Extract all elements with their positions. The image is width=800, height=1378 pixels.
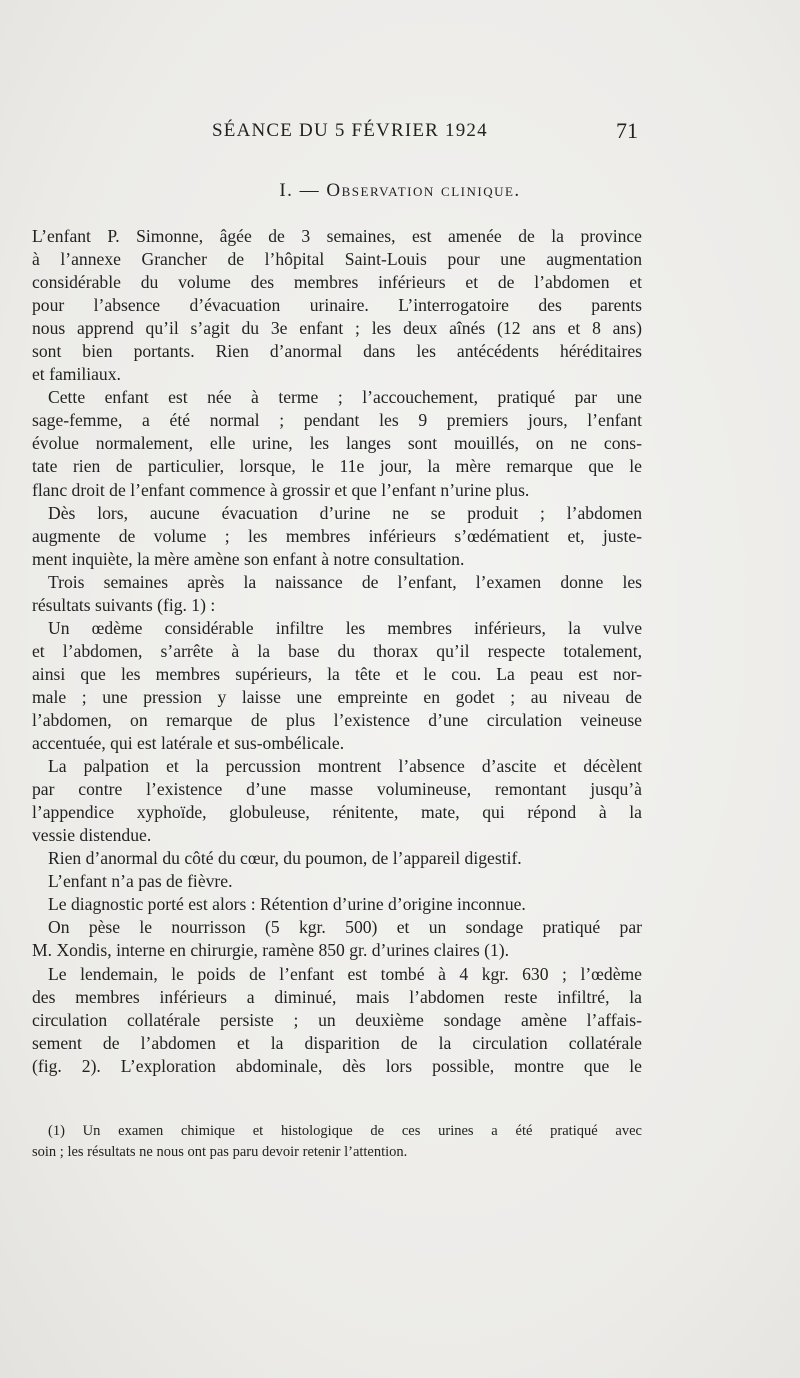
text-line: Cette enfant est née à terme ; l’accouchement, pratiqué par une — [48, 387, 642, 408]
text-line: sement de l’abdomen et la disparition de la circulation collatérale — [32, 1032, 642, 1053]
text-line: Le lendemain, le poids de l’enfant est tombé à 4 kgr. 630 ; l’œdème — [48, 963, 642, 984]
text-line: (fig. 2). L’exploration abdominale, dès lors possible, montre que le — [32, 1055, 642, 1076]
text-line: flanc droit de l’enfant commence à grossir et que l’enfant n’urine plus. — [32, 479, 530, 500]
text-line: On pèse le nourrisson (5 kgr. 500) et un sondage pratiqué par — [48, 917, 642, 938]
text-line: Le diagnostic porté est alors : Rétention d’urine d’origine inconnue. — [48, 894, 526, 915]
text-line: augmente de volume ; les membres inférieurs s’œdématient et, juste- — [32, 525, 642, 546]
text-line: M. Xondis, interne en chirurgie, ramène 850 gr. d’urines claires (1). — [32, 940, 510, 961]
body-text — [32, 225, 642, 1078]
text-line: évolue normalement, elle urine, les langes sont mouillés, on ne cons- — [32, 433, 642, 454]
footnote — [32, 1121, 642, 1163]
text-line: ainsi que les membres supérieurs, la tête et le cou. La peau est nor- — [32, 663, 642, 684]
text-line: l’appendice xyphoïde, globuleuse, rénitente, mate, qui répond à la — [32, 802, 642, 823]
text-line: sage-femme, a été normal ; pendant les 9 premiers jours, l’enfant — [32, 410, 642, 431]
footnote-line: soin ; les résultats ne nous ont pas paru devoir retenir l’attention. — [32, 1144, 408, 1160]
text-line: circulation collatérale persiste ; un deuxième sondage amène l’affais- — [32, 1009, 642, 1030]
text-line: Un œdème considérable infiltre les membres inférieurs, la vulve — [48, 617, 642, 638]
text-line: L’enfant n’a pas de fièvre. — [48, 871, 233, 892]
text-line: l’abdomen, on remarque de plus l’existence d’une circulation veineuse — [32, 709, 642, 730]
text-line: considérable du volume des membres inférieurs et de l’abdomen et — [32, 272, 642, 293]
running-head: SÉANCE DU 5 FÉVRIER 1924 — [212, 120, 488, 141]
text-line: accentuée, qui est latérale et sus-ombélicale. — [32, 733, 345, 754]
text-line: et familiaux. — [32, 364, 121, 385]
text-line: L’enfant P. Simonne, âgée de 3 semaines, est amenée de la province — [32, 226, 642, 246]
page-header — [0, 118, 800, 148]
text-line: tate rien de particulier, lorsque, le 11e jour, la mère remarque que le — [32, 456, 642, 477]
text-line: ment inquiète, la mère amène son enfant à notre consultation. — [32, 548, 465, 569]
text-line: pour l’absence d’évacuation urinaire. L’interrogatoire des parents — [32, 295, 642, 316]
text-line: des membres inférieurs a diminué, mais l’abdomen reste infiltré, la — [32, 986, 642, 1007]
text-line: résultats suivants (fig. 1) : — [32, 594, 216, 615]
page-number: 71 — [616, 118, 638, 143]
text-line: et l’abdomen, s’arrête à la base du thorax qu’il respecte totalement, — [32, 640, 642, 661]
text-line: Rien d’anormal du côté du cœur, du poumon, de l’appareil digestif. — [48, 848, 522, 869]
footnote-line: (1) Un examen chimique et histologique de ces urines a été pratiqué avec — [48, 1123, 642, 1139]
text-line: nous apprend qu’il s’agit du 3e enfant ; les deux aînés (12 ans et 8 ans) — [32, 318, 642, 339]
text-line: à l’annexe Grancher de l’hôpital Saint-Louis pour une augmentation — [32, 249, 642, 270]
text-line: par contre l’existence d’une masse volumineuse, remontant jusqu’à — [32, 779, 642, 800]
text-line: Trois semaines après la naissance de l’enfant, l’examen donne les — [48, 571, 642, 592]
text-line: La palpation et la percussion montrent l’absence d’ascite et décèlent — [48, 756, 642, 777]
text-line: vessie distendue. — [32, 825, 152, 846]
text-line: sont bien portants. Rien d’anormal dans les antécédents héréditaires — [32, 341, 642, 362]
section-heading: I. — Observation clinique. — [279, 180, 521, 201]
text-line: Dès lors, aucune évacuation d’urine ne se produit ; l’abdomen — [48, 502, 642, 523]
text-line: male ; une pression y laisse une empreinte en godet ; au niveau de — [32, 686, 642, 707]
